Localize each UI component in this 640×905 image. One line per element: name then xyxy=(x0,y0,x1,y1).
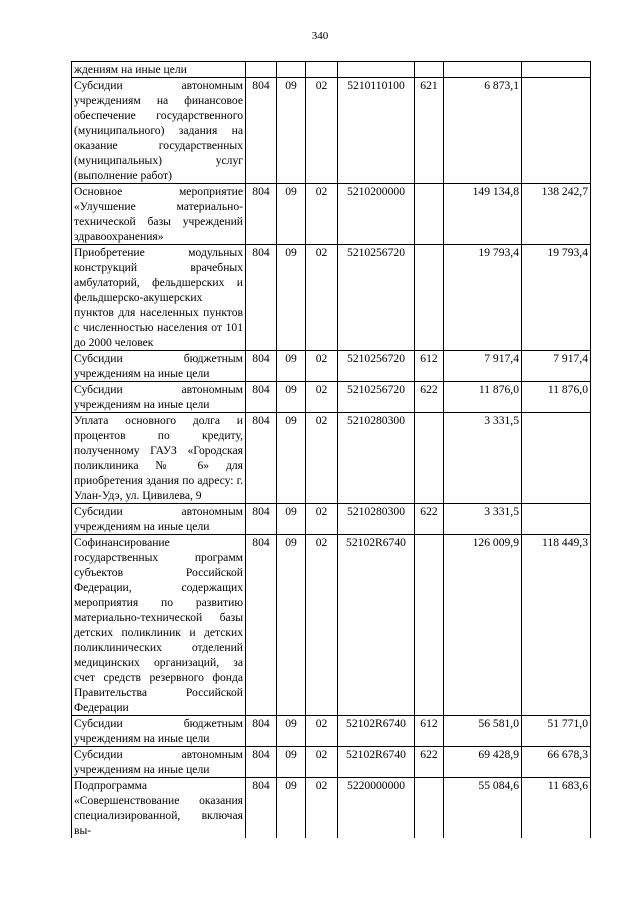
row-sum-2: 66 678,3 xyxy=(522,747,591,778)
table-row xyxy=(72,184,591,245)
row-sum-1: 3 331,5 xyxy=(444,504,522,535)
table-row xyxy=(72,78,591,184)
row-vr: 612 xyxy=(415,716,444,747)
row-csr: 52102R6740 xyxy=(338,535,415,716)
row-sum-1: 3 331,5 xyxy=(444,413,522,504)
row-sum-1: 6 873,1 xyxy=(444,78,522,184)
row-pr: 02 xyxy=(306,778,338,839)
row-name: Основное мероприятие «Улучшение материально-технической базы учреждений здравоохранения» xyxy=(72,184,246,245)
row-gr: 804 xyxy=(246,716,277,747)
row-name: Субсидии автономным учреждениям на иные цели xyxy=(72,747,246,778)
row-pr: 02 xyxy=(306,747,338,778)
row-gr: 804 xyxy=(246,184,277,245)
row-rz: 09 xyxy=(277,78,306,184)
row-name: Уплата основного долга и процентов по кредиту, полученному ГАУЗ «Городская поликлиника № 6» для приобретения здания по адресу: г. Улан-Удэ, ул. Цивилева, 9 xyxy=(72,413,246,504)
row-vr xyxy=(415,245,444,351)
row-csr: 52102R6740 xyxy=(338,716,415,747)
row-name: ждениям на иные цели xyxy=(72,62,246,78)
row-vr: 622 xyxy=(415,747,444,778)
row-sum-2 xyxy=(522,413,591,504)
row-csr: 5210280300 xyxy=(338,413,415,504)
row-sum-1: 19 793,4 xyxy=(444,245,522,351)
row-pr: 02 xyxy=(306,78,338,184)
row-rz: 09 xyxy=(277,778,306,839)
row-gr xyxy=(246,62,277,78)
row-vr xyxy=(415,184,444,245)
row-name: Софинансирование государственных программ субъектов Российской Федерации, содержащих мероприятия по развитию материально-технической базы детских поликлиник и детских поликлинических отделений медицинских организаций, за счет средств резервного фонда Правительства Российской Федерации xyxy=(72,535,246,716)
table-row xyxy=(72,382,591,413)
row-name: Субсидии автономным учреждениям на иные цели xyxy=(72,504,246,535)
row-gr: 804 xyxy=(246,382,277,413)
row-gr: 804 xyxy=(246,351,277,382)
row-sum-2 xyxy=(522,78,591,184)
row-sum-2 xyxy=(522,504,591,535)
row-vr xyxy=(415,413,444,504)
row-vr xyxy=(415,778,444,839)
row-sum-2: 51 771,0 xyxy=(522,716,591,747)
row-sum-1 xyxy=(444,62,522,78)
row-sum-2: 7 917,4 xyxy=(522,351,591,382)
table-row xyxy=(72,245,591,351)
row-sum-2: 118 449,3 xyxy=(522,535,591,716)
row-csr: 5210280300 xyxy=(338,504,415,535)
row-gr: 804 xyxy=(246,413,277,504)
table-row xyxy=(72,535,591,716)
row-vr xyxy=(415,62,444,78)
row-csr: 52102R6740 xyxy=(338,747,415,778)
row-name: Подпрограмма «Совершенствование оказания специализированной, включая вы- xyxy=(72,778,246,839)
row-rz: 09 xyxy=(277,184,306,245)
row-sum-2 xyxy=(522,62,591,78)
row-rz: 09 xyxy=(277,747,306,778)
row-rz: 09 xyxy=(277,413,306,504)
row-rz: 09 xyxy=(277,504,306,535)
row-sum-1: 7 917,4 xyxy=(444,351,522,382)
row-name: Субсидии автономным учреждениям на иные цели xyxy=(72,382,246,413)
row-gr: 804 xyxy=(246,778,277,839)
table-row xyxy=(72,504,591,535)
row-sum-2: 19 793,4 xyxy=(522,245,591,351)
row-gr: 804 xyxy=(246,535,277,716)
row-rz: 09 xyxy=(277,716,306,747)
row-csr: 5210256720 xyxy=(338,245,415,351)
row-csr: 5210110100 xyxy=(338,78,415,184)
row-pr: 02 xyxy=(306,413,338,504)
row-sum-2: 138 242,7 xyxy=(522,184,591,245)
row-name: Субсидии бюджетным учреждениям на иные цели xyxy=(72,716,246,747)
row-csr: 5210256720 xyxy=(338,382,415,413)
page-number: 340 xyxy=(311,30,329,42)
row-name: Приобретение модульных конструкций врачебных амбулаторий, фельдшерских и фельдшерско-акушерских пунктов для населенных пунктов с численностью населения от 101 до 2000 человек xyxy=(72,245,246,351)
row-pr: 02 xyxy=(306,535,338,716)
row-rz: 09 xyxy=(277,382,306,413)
row-pr: 02 xyxy=(306,504,338,535)
row-rz xyxy=(277,62,306,78)
row-gr: 804 xyxy=(246,245,277,351)
table-row xyxy=(72,351,591,382)
row-gr: 804 xyxy=(246,78,277,184)
row-rz: 09 xyxy=(277,351,306,382)
row-vr: 622 xyxy=(415,504,444,535)
row-csr: 5220000000 xyxy=(338,778,415,839)
row-name: Субсидии бюджетным учреждениям на иные цели xyxy=(72,351,246,382)
table-body xyxy=(72,62,591,839)
row-pr: 02 xyxy=(306,184,338,245)
row-rz: 09 xyxy=(277,245,306,351)
row-sum-1: 56 581,0 xyxy=(444,716,522,747)
row-vr: 621 xyxy=(415,78,444,184)
table-row xyxy=(72,778,591,839)
row-pr: 02 xyxy=(306,245,338,351)
row-gr: 804 xyxy=(246,747,277,778)
row-vr xyxy=(415,535,444,716)
row-sum-2: 11 876,0 xyxy=(522,382,591,413)
row-name: Субсидии автономным учреждениям на финансовое обеспечение государственного (муниципального) задания на оказание государственных (муниципальных) услуг (выполнение работ) xyxy=(72,78,246,184)
row-sum-1: 11 876,0 xyxy=(444,382,522,413)
row-pr: 02 xyxy=(306,716,338,747)
row-vr: 622 xyxy=(415,382,444,413)
row-sum-1: 55 084,6 xyxy=(444,778,522,839)
table-row xyxy=(72,62,591,78)
table-row xyxy=(72,413,591,504)
row-sum-1: 69 428,9 xyxy=(444,747,522,778)
row-sum-1: 126 009,9 xyxy=(444,535,522,716)
table-row xyxy=(72,747,591,778)
table-row xyxy=(72,716,591,747)
budget-table xyxy=(71,61,591,838)
row-sum-2: 11 683,6 xyxy=(522,778,591,839)
row-pr: 02 xyxy=(306,382,338,413)
row-pr xyxy=(306,62,338,78)
row-vr: 612 xyxy=(415,351,444,382)
row-csr: 5210256720 xyxy=(338,351,415,382)
row-csr: 5210200000 xyxy=(338,184,415,245)
row-sum-1: 149 134,8 xyxy=(444,184,522,245)
row-pr: 02 xyxy=(306,351,338,382)
row-gr: 804 xyxy=(246,504,277,535)
row-rz: 09 xyxy=(277,535,306,716)
row-csr xyxy=(338,62,415,78)
